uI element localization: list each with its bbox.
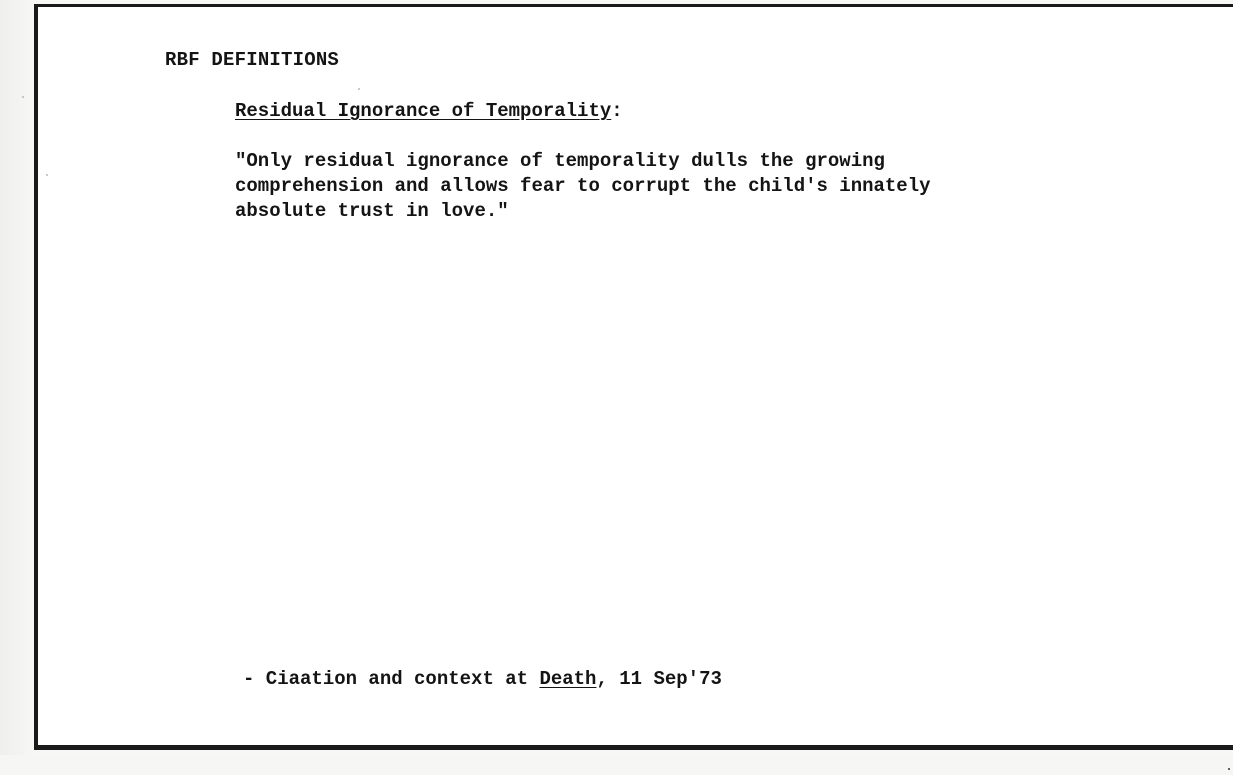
- citation-prefix: - Ciaation and context at: [243, 668, 540, 690]
- definition-card: [34, 4, 1233, 750]
- card-heading: RBF DEFINITIONS: [165, 49, 340, 71]
- citation-suffix: , 11 Sep'73: [596, 668, 722, 690]
- term-title: Residual Ignorance of Temporality: [235, 100, 612, 122]
- definition-quote: "Only residual ignorance of temporality dulls the growing comprehension and allows fear to corrupt the child's innately absolute trust in love.": [235, 150, 931, 222]
- scan-speck: [358, 88, 360, 90]
- term-colon: :: [611, 100, 623, 122]
- scan-margin: [0, 0, 34, 775]
- citation-link-death[interactable]: Death: [539, 668, 597, 690]
- citation-line: [243, 668, 722, 690]
- scan-bottom-margin: [0, 755, 1233, 775]
- scan-speck: [22, 96, 24, 98]
- scan-speck: [46, 174, 48, 176]
- term-line: [235, 100, 623, 122]
- scan-speck: [1228, 768, 1230, 770]
